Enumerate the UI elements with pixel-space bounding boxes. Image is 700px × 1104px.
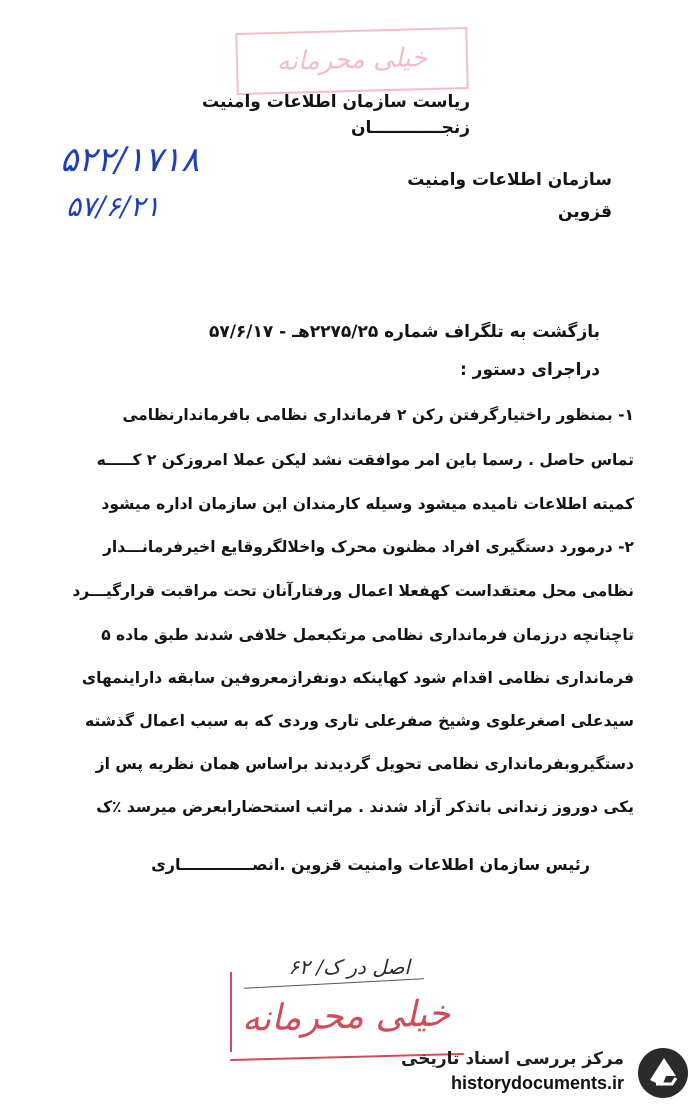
bottom-classification-stamp	[227, 969, 465, 1061]
handwritten-note: اصل در ک/ ۶۲	[288, 955, 410, 979]
watermark-url: historydocuments.ir	[450, 1073, 624, 1093]
signature-line: رئیس سازمان اطلاعات وامنیت قزوین .انصـــــــــــــاری	[151, 855, 590, 874]
watermark-logo	[636, 1046, 690, 1100]
instruction-line: دراجرای دستور :	[459, 360, 600, 380]
handwritten-date: ۵۷/۶/۲۱	[66, 190, 161, 223]
handwritten-reference-number: ۵۲۲/۱۷۱۸	[60, 140, 200, 180]
body-line-8: سیدعلی اصغرعلوی وشیخ صفرعلی تاری وردی که به سبب اعمال گذشته	[85, 712, 634, 730]
body-line-6: تاچنانچه درزمان فرمانداری نظامی مرتکبعمل خلافی شدند طبق ماده ۵	[101, 626, 634, 644]
bottom-stamp-left-border	[230, 972, 232, 1052]
watermark-logo-icon	[636, 1046, 690, 1100]
body-line-1: ۱- بمنظور راختیارگرفتن رکن ۲ فرمانداری نظامی بافرماندارنظامی	[122, 406, 634, 424]
top-stamp-text: خیلی محرمانه	[276, 43, 428, 77]
body-line-2: تماس حاصل . رسما باین امر موافقت نشد لیکن عملا امروزکن ۲ کـــــه	[96, 451, 634, 469]
top-classification-stamp	[235, 27, 469, 95]
bottom-stamp-text: خیلی محرمانه	[241, 993, 451, 1040]
header-line-3: سازمان اطلاعات وامنیت	[407, 170, 612, 190]
body-line-7: فرمانداری نظامی اقدام شود کهاینکه دونفرازمعروفین سابقه داراینمهای	[81, 669, 634, 687]
header-line-2: زنجــــــــــــان	[350, 118, 470, 138]
body-line-3: کمیته اطلاعات نامیده میشود وسیله کارمندان این سازمان اداره میشود	[101, 495, 634, 513]
watermark-persian: مرکز بررسی اسناد تاریخی	[401, 1049, 624, 1069]
body-line-9: دستگیروبفرمانداری نظامی تحویل گردیدند براساس همان نظریه پس از	[95, 755, 634, 773]
body-line-4: ۲- درمورد دستگیری افراد مظنون محرک واخلالگروقایع اخیرفرمانـــدار	[102, 538, 634, 556]
header-line-1: ریاست سازمان اطلاعات وامنیت	[202, 92, 470, 112]
header-line-4: قزوین	[558, 202, 612, 222]
body-line-5: نظامی محل معتقداست کهفعلا اعمال ورفتارآنان تحت مراقبت قرارگیـــرد	[72, 582, 634, 600]
body-line-10: یکی دوروز زندانی باتذکر آزاد شدند . مراتب استحضارابعرض میرسد ٪ک	[96, 798, 634, 816]
reference-line: بازگشت به تلگراف شماره ۲۲۷۵/۲۵هـ - ۵۷/۶/۱۷	[208, 322, 600, 342]
